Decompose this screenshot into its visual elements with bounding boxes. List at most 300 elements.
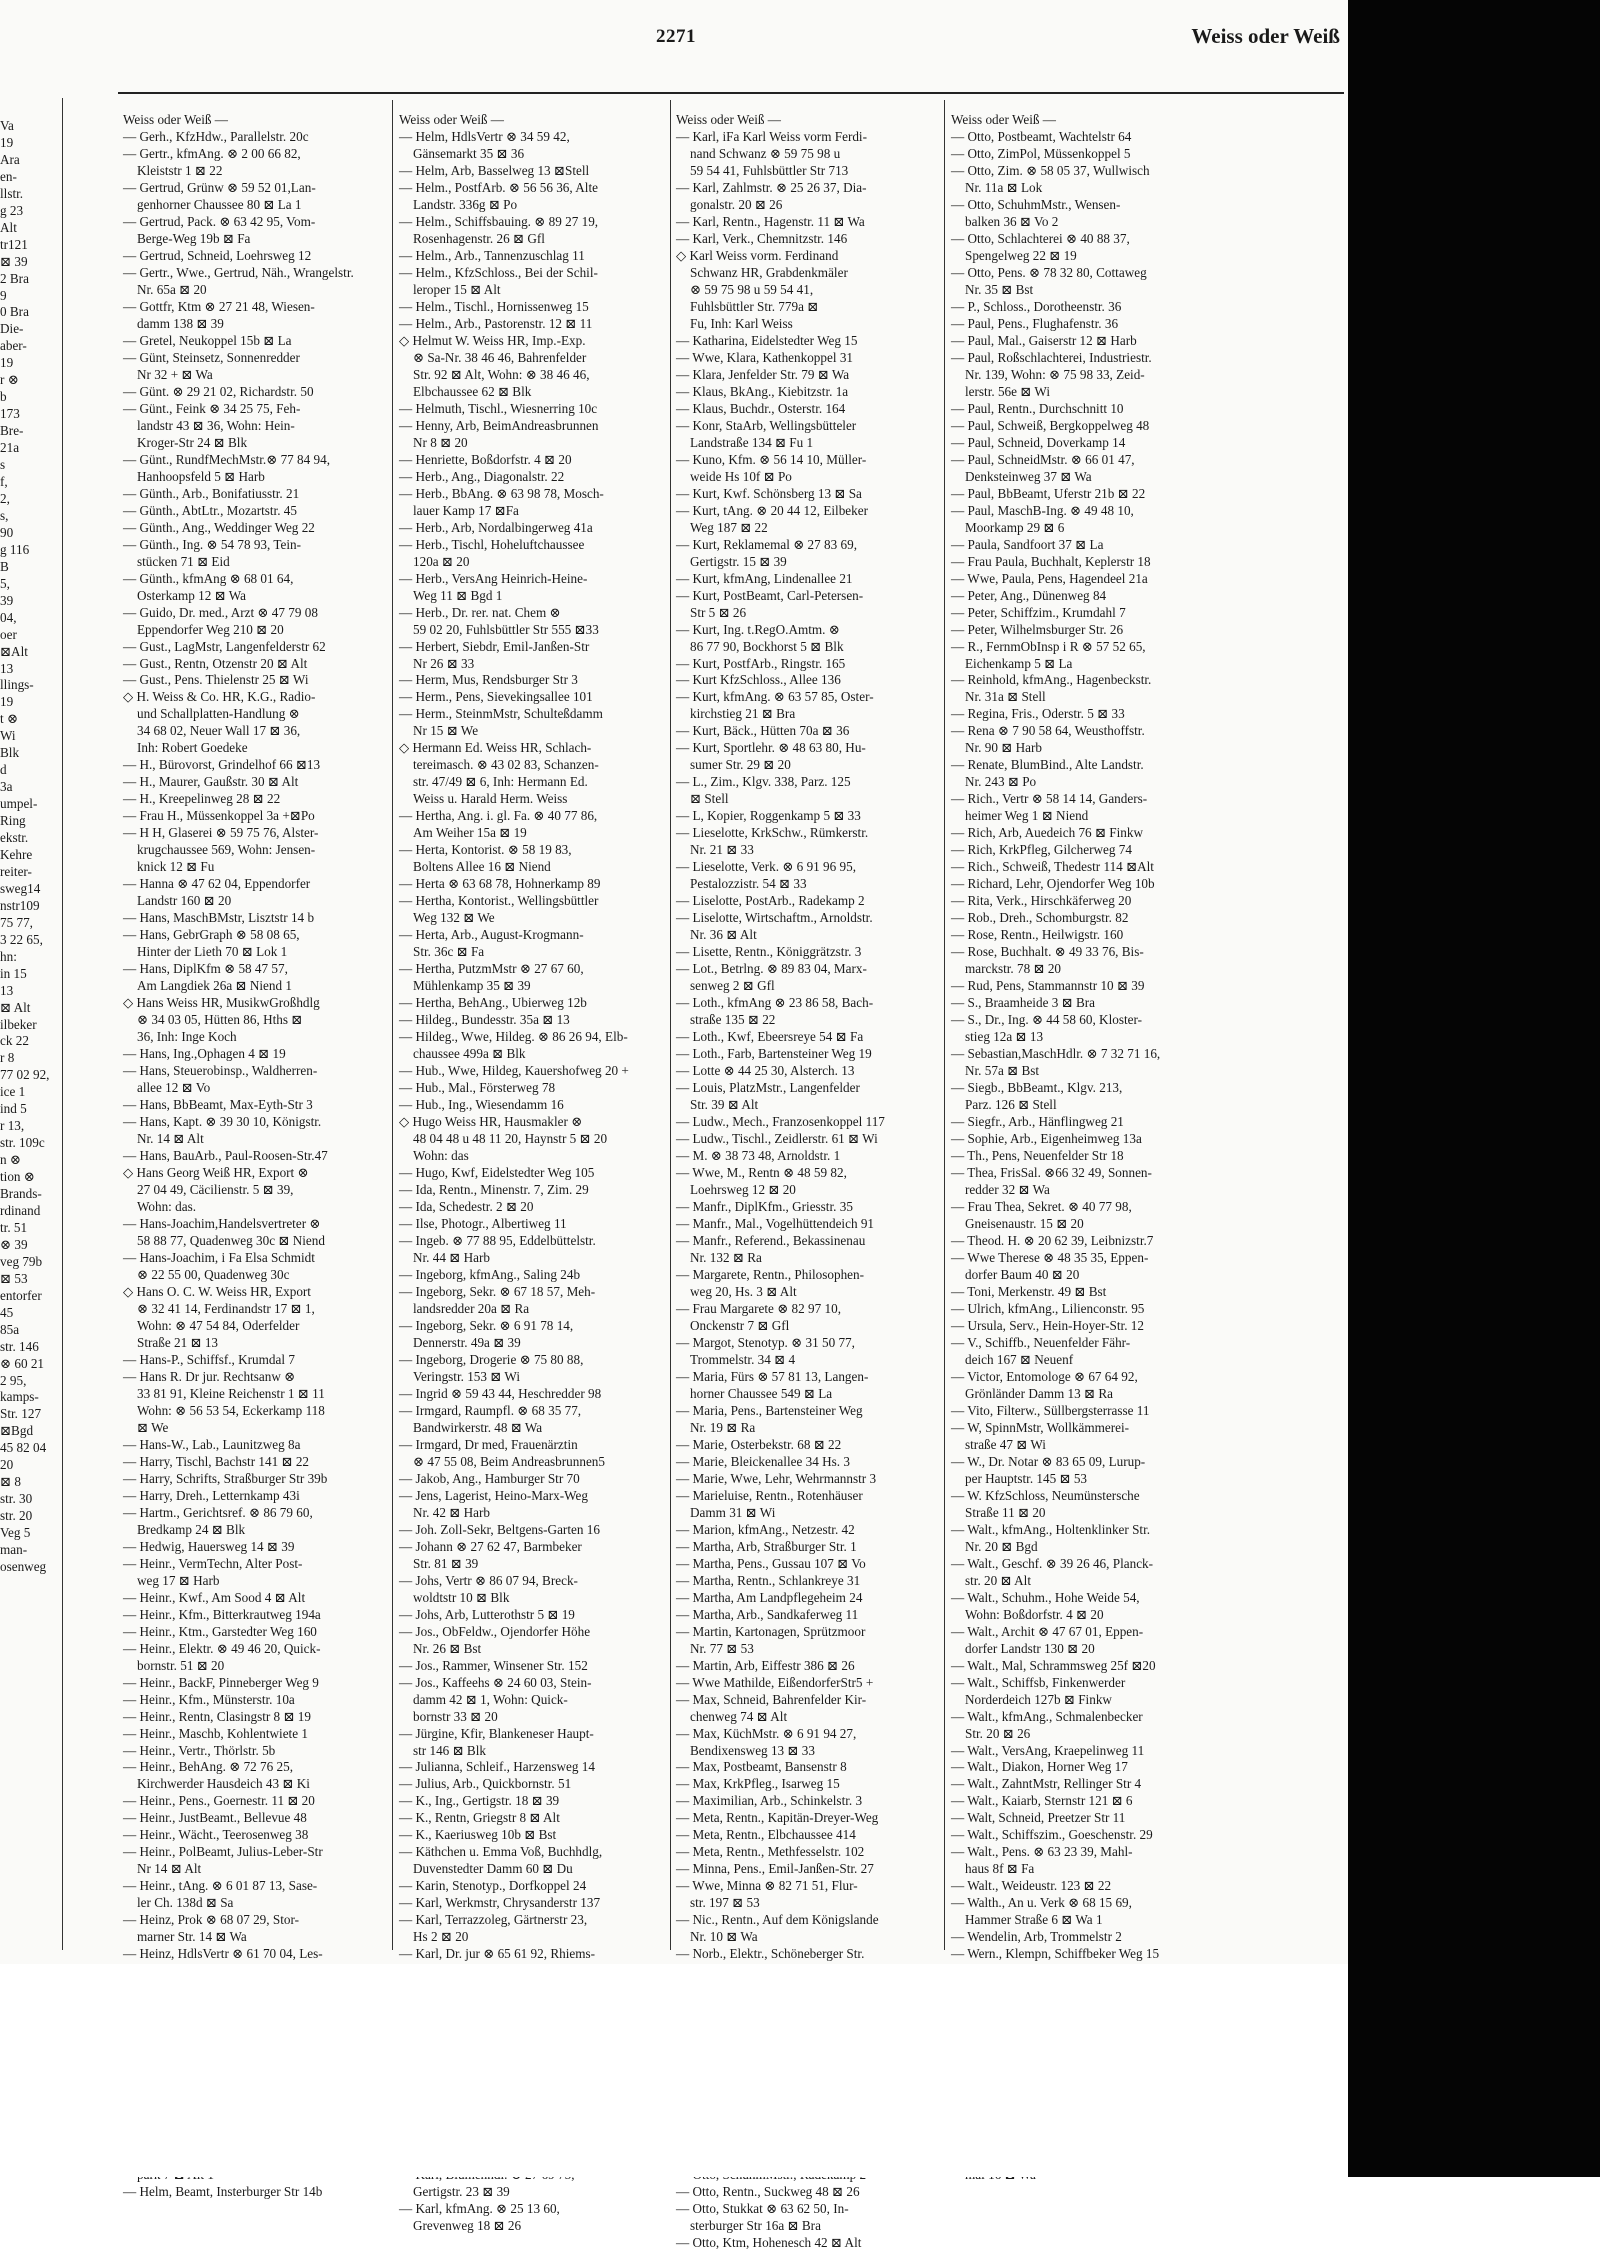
- directory-entry: [123, 214, 385, 248]
- entry-continuation-line: Duvenstedter Damm 60 ⊠ Du: [413, 1861, 573, 1877]
- directory-entry: [399, 1012, 663, 1029]
- directory-entry: [123, 1505, 385, 1539]
- entry-continuation-line: genhorner Chaussee 80 ⊠ La 1: [137, 196, 302, 212]
- entry-line: — Günth., kfmAng ⊗ 68 01 64,: [123, 570, 294, 586]
- entry-continuation-line: damm 138 ⊠ 39: [137, 315, 224, 331]
- fragment-line: Wi: [0, 728, 16, 744]
- entry-line: — Kurt, Kwf. Schönsberg 13 ⊠ Sa: [676, 485, 862, 501]
- entry-line: — Harry, Tischl, Bachstr 141 ⊠ 22: [123, 1453, 310, 1469]
- entry-continuation-line: allee 12 ⊠ Vo: [137, 1080, 211, 1096]
- fragment-line: oer: [0, 626, 17, 642]
- entry-continuation-line: Landstr 160 ⊠ 20: [137, 893, 232, 909]
- entry-line: — V., Schiffb., Neuenfelder Fähr-: [951, 1334, 1131, 1350]
- directory-entry: [951, 1878, 1217, 1895]
- page-title: Weiss oder Weiß: [1191, 24, 1340, 48]
- entry-line: — Walt., ZahntMstr, Rellinger Str 4: [951, 1776, 1142, 1792]
- entry-line: — Max, KüchMstr. ⊗ 6 91 94 27,: [676, 1725, 857, 1741]
- directory-entry: [951, 333, 1217, 350]
- fragment-line: Die-: [0, 321, 24, 337]
- entry-line: — Wwe, M., Rentn ⊗ 48 59 82,: [676, 1165, 847, 1181]
- entry-continuation-line: Nr 14 ⊠ Alt: [137, 1861, 202, 1877]
- directory-entry: [951, 1233, 1217, 1250]
- directory-entry: [123, 672, 385, 689]
- directory-entry: [123, 1590, 385, 1607]
- directory-entry: [951, 1318, 1217, 1335]
- fragment-line: Brands-: [0, 1186, 42, 1202]
- entry-line: — Renate, BlumBind., Alte Landstr.: [951, 757, 1144, 773]
- directory-entry: [123, 1912, 385, 1946]
- entry-line: — Walt., kfmAng., Schmalenbecker: [951, 1708, 1143, 1724]
- directory-entry: [951, 791, 1217, 825]
- entry-continuation-line: Fuhlsbüttler Str. 779a ⊠: [690, 298, 819, 314]
- entry-line: — Jürgine, Kfir, Blankeneser Haupt-: [399, 1725, 594, 1741]
- entry-continuation-line: 48 04 48 u 48 11 20, Haynstr 5 ⊠ 20: [413, 1131, 608, 1147]
- directory-entry: [676, 571, 938, 588]
- entry-line: — Kurt KfzSchloss., Allee 136: [676, 672, 841, 688]
- directory-entry: [676, 893, 938, 910]
- fragment-line: 2,: [0, 490, 10, 506]
- entry-continuation-line: Hammer Straße 6 ⊠ Wa 1: [965, 1912, 1103, 1928]
- directory-entry: [399, 1573, 663, 1607]
- entry-continuation-line: Str. 36c ⊠ Fa: [413, 944, 485, 960]
- directory-entry: [123, 605, 385, 639]
- previous-column-fragment: [0, 118, 58, 1576]
- entry-line: — Victor, Entomologe ⊗ 67 64 92,: [951, 1368, 1138, 1384]
- entry-line: — Helmuth, Tischl., Wiesnerring 10c: [399, 400, 598, 416]
- directory-entry: [399, 299, 663, 316]
- directory-entry: [676, 1335, 938, 1369]
- fragment-line: reiter-: [0, 863, 32, 879]
- directory-entry: [123, 1046, 385, 1063]
- directory-entry: [951, 588, 1217, 605]
- entry-line: — H., Kreepelinweg 28 ⊠ 22: [123, 791, 281, 807]
- entry-line: — Herbert, Siebdr, Emil-Janßen-Str: [399, 638, 590, 654]
- directory-entry: [123, 265, 385, 299]
- entry-line: — Kurt, Bäck., Hütten 70a ⊠ 36: [676, 723, 850, 739]
- entry-line: — Martin, Arb, Eiffestr 386 ⊠ 26: [676, 1657, 855, 1673]
- directory-entry: [123, 689, 385, 757]
- entry-line: — Paul, Pens., Flughafenstr. 36: [951, 315, 1119, 331]
- entry-continuation-line: Trommelstr. 34 ⊠ 4: [690, 1351, 796, 1367]
- entry-line: ◇ Hermann Ed. Weiss HR, Schlach-: [399, 740, 592, 756]
- entry-line: — Wwe Mathilde, EißendorferStr5 +: [676, 1674, 874, 1690]
- fragment-line: 75 77,: [0, 914, 33, 930]
- entry-line: — Wwe, Minna ⊗ 82 71 51, Flur-: [676, 1878, 858, 1894]
- directory-entry: [951, 1420, 1217, 1454]
- entry-continuation-line: ⊠ Stell: [690, 791, 729, 807]
- entry-continuation-line: Nr. 65a ⊠ 20: [137, 281, 207, 297]
- directory-entry: [123, 1471, 385, 1488]
- entry-line: — Käthchen u. Emma Voß, Buchhdlg,: [399, 1844, 603, 1860]
- fragment-line: 13: [0, 660, 14, 676]
- directory-entry: [951, 537, 1217, 554]
- directory-entry: [951, 1522, 1217, 1556]
- directory-entry: [123, 520, 385, 537]
- directory-entry: [676, 1216, 938, 1233]
- directory-entry: [951, 554, 1217, 571]
- directory-entry: [676, 1658, 938, 1675]
- entry-line: — Otto, Rentn., Suckweg 48 ⊠ 26: [676, 2184, 860, 2200]
- entry-continuation-line: 33 81 91, Kleine Reichenstr 1 ⊠ 11: [137, 1385, 325, 1401]
- entry-continuation-line: Wohn: Boßdorfstr. 4 ⊠ 20: [965, 1606, 1104, 1622]
- directory-entry: [399, 1488, 663, 1522]
- directory-entry: [951, 1199, 1217, 1233]
- fragment-line: ⊗ 60 21: [0, 1355, 45, 1371]
- column-heading: Weiss oder Weiß —: [399, 112, 504, 127]
- directory-entry: [399, 1844, 663, 1878]
- entry-continuation-line: damm 42 ⊠ 1, Wohn: Quick-: [413, 1691, 568, 1707]
- fragment-line: llstr.: [0, 185, 24, 201]
- directory-entry: [951, 910, 1217, 927]
- entry-line: — Klara, Jenfelder Str. 79 ⊠ Wa: [676, 366, 850, 382]
- entry-line: — Helm., PostfArb. ⊗ 56 56 36, Alte: [399, 179, 598, 195]
- entry-continuation-line: Nr. 26 ⊠ Bst: [413, 1640, 482, 1656]
- directory-entry: [399, 1912, 663, 1946]
- directory-entry: [676, 248, 938, 333]
- entry-continuation-line: Wohn: ⊗ 56 53 54, Eckerkamp 118: [137, 1402, 325, 1418]
- entry-continuation-line: Nr 26 ⊠ 33: [413, 655, 475, 671]
- entry-line: — Irmgard, Dr med, Frauenärztin: [399, 1436, 578, 1452]
- directory-column-2: [399, 112, 663, 2234]
- entry-line: — Maximilian, Arb., Schinkelstr. 3: [676, 1793, 863, 1809]
- entry-line: — Marie, Bleickenallee 34 Hs. 3: [676, 1453, 850, 1469]
- directory-entry: [676, 1114, 938, 1131]
- entry-continuation-line: marckstr. 78 ⊠ 20: [965, 961, 1062, 977]
- directory-entry: [951, 316, 1217, 333]
- entry-line: — Walt., Schuhm., Hohe Weide 54,: [951, 1589, 1140, 1605]
- entry-line: — Herb., Tischl, Hoheluftchaussee: [399, 536, 585, 552]
- directory-entry: [399, 1878, 663, 1895]
- fragment-line: n ⊗: [0, 1152, 21, 1168]
- directory-entry: [399, 401, 663, 418]
- entry-continuation-line: Parz. 126 ⊠ Stell: [965, 1097, 1057, 1113]
- fragment-line: 77 02 92,: [0, 1067, 50, 1083]
- directory-entry: [399, 1776, 663, 1793]
- entry-continuation-line: Kroger-Str 24 ⊠ Blk: [137, 434, 248, 450]
- entry-line: — Helm., Schiffsbauing. ⊗ 89 27 19,: [399, 213, 599, 229]
- directory-entry: [399, 1029, 663, 1063]
- directory-entry: [123, 384, 385, 401]
- entry-line: — Hedwig, Hauersweg 14 ⊠ 39: [123, 1538, 295, 1554]
- directory-entry: [123, 995, 385, 1046]
- directory-entry: [676, 1539, 938, 1556]
- entry-continuation-line: Norderdeich 127b ⊠ Finkw: [965, 1691, 1112, 1707]
- directory-entry: [123, 774, 385, 791]
- fragment-line: osenweg: [0, 1559, 47, 1575]
- entry-continuation-line: Bandwirkerstr. 48 ⊠ Wa: [413, 1419, 543, 1435]
- entry-continuation-line: ⊠ We: [137, 1419, 169, 1435]
- entry-line: — Ulrich, kfmAng., Lilienconstr. 95: [951, 1300, 1145, 1316]
- entry-line: — Helm, Beamt, Insterburger Str 14b: [123, 2184, 323, 2200]
- entry-line: — Walt., Diakon, Horner Weg 17: [951, 1759, 1128, 1775]
- fragment-line: ck 22: [0, 1033, 29, 1049]
- entry-line: — Gertr., Wwe., Gertrud, Näh., Wrangelstr.: [123, 264, 354, 280]
- entry-continuation-line: Nr. 243 ⊠ Po: [965, 774, 1037, 790]
- entry-line: — Hartm., Gerichtsref. ⊗ 86 79 60,: [123, 1504, 313, 1520]
- entry-line: — Walt., Schiffszim., Goeschenstr. 29: [951, 1827, 1153, 1843]
- entry-continuation-line: Nr. 36 ⊠ Alt: [690, 927, 757, 943]
- fragment-line: tion ⊗: [0, 1169, 35, 1185]
- directory-entry: [951, 418, 1217, 435]
- directory-entry: [676, 1590, 938, 1607]
- fragment-line: ⊠ Alt: [0, 999, 31, 1015]
- directory-entry: [123, 1165, 385, 1216]
- entry-line: — Hans, Steuerobinsp., Waldherren-: [123, 1063, 318, 1079]
- fragment-line: Alt: [0, 219, 17, 235]
- entry-continuation-line: Nr 32 + ⊠ Wa: [137, 366, 213, 382]
- directory-entry: [676, 1607, 938, 1624]
- fragment-line: 13: [0, 982, 14, 998]
- directory-entry: [951, 401, 1217, 418]
- entry-line: — Walt., Pens. ⊗ 63 23 39, Mahl-: [951, 1844, 1133, 1860]
- entry-line: — Karl, Werkmstr, Chrysanderstr 137: [399, 1895, 601, 1911]
- directory-entry: [399, 520, 663, 537]
- entry-continuation-line: und Schallplatten-Handlung ⊗: [137, 706, 300, 722]
- entry-continuation-line: gonalstr. 20 ⊠ 26: [690, 196, 783, 212]
- directory-entry: [123, 1539, 385, 1556]
- entry-continuation-line: weide Hs 10f ⊠ Po: [690, 468, 792, 484]
- entry-line: — Heinz, HdlsVertr ⊗ 61 70 04, Les-: [123, 1946, 323, 1962]
- entry-line: — Herta, Kontorist. ⊗ 58 19 83,: [399, 842, 572, 858]
- fragment-line: ⊠Bgd: [0, 1423, 34, 1439]
- entry-continuation-line: Gneisenaustr. 15 ⊠ 20: [965, 1215, 1084, 1231]
- entry-line: — S., Dr., Ing. ⊗ 44 58 60, Kloster-: [951, 1012, 1143, 1028]
- entry-line: — Jos., Kaffeehs ⊗ 24 60 03, Stein-: [399, 1674, 592, 1690]
- directory-entry: [123, 1488, 385, 1505]
- entry-line: — Johs, Arb, Lutterothstr 5 ⊠ 19: [399, 1606, 575, 1622]
- directory-entry: [123, 1827, 385, 1844]
- entry-line: — Walt., Kaiarb, Sternstr 121 ⊠ 6: [951, 1793, 1133, 1809]
- fragment-line: veg 79b: [0, 1253, 43, 1269]
- entry-line: — Günt, Steinsetz, Sonnenredder: [123, 349, 300, 365]
- directory-entry: [951, 1946, 1217, 1963]
- entry-line: — Gust., Pens. Thielenstr 25 ⊠ Wi: [123, 672, 309, 688]
- entry-line: — Hans, BbBeamt, Max-Eyth-Str 3: [123, 1097, 313, 1113]
- fragment-line: man-: [0, 1542, 28, 1558]
- entry-continuation-line: bornstr. 51 ⊠ 20: [137, 1657, 225, 1673]
- entry-continuation-line: Am Langdiek 26a ⊠ Niend 1: [137, 978, 292, 994]
- entry-line: — Wwe, Paula, Pens, Hagendeel 21a: [951, 570, 1148, 586]
- directory-entry: [951, 1759, 1217, 1776]
- fragment-line: 19: [0, 134, 14, 150]
- entry-line: — Marie, Osterbekstr. 68 ⊠ 22: [676, 1436, 842, 1452]
- entry-line: — L., Zim., Klgv. 338, Parz. 125: [676, 774, 851, 790]
- entry-continuation-line: Elbchaussee 62 ⊠ Blk: [413, 383, 532, 399]
- entry-line: — Gertr., kfmAng. ⊗ 2 00 66 82,: [123, 145, 301, 161]
- fragment-line: str. 30: [0, 1491, 33, 1507]
- fragment-line: str. 109c: [0, 1135, 45, 1151]
- fragment-line: r 8: [0, 1050, 15, 1066]
- entry-continuation-line: leroper 15 ⊠ Alt: [413, 281, 501, 297]
- directory-entry: [123, 1097, 385, 1114]
- entry-line: — Rose, Buchhalt. ⊗ 49 33 76, Bis-: [951, 944, 1144, 960]
- directory-entry: [123, 1454, 385, 1471]
- directory-entry: [399, 1624, 663, 1658]
- entry-line: — Kurt, Sportlehr. ⊗ 48 63 80, Hu-: [676, 740, 866, 756]
- entry-line: — Kurt, kfmAng. ⊗ 63 57 85, Oster-: [676, 689, 874, 705]
- entry-line: — Martin, Kartonagen, Sprützmoor: [676, 1623, 866, 1639]
- column-divider: [944, 100, 945, 1950]
- entry-continuation-line: Nr. 132 ⊠ Ra: [690, 1249, 762, 1265]
- fragment-line: Ring: [0, 813, 26, 829]
- entry-line: — Martha, Arb, Straßburger Str. 1: [676, 1538, 857, 1554]
- fragment-line: ekstr.: [0, 830, 29, 846]
- directory-entry: [676, 1726, 938, 1760]
- directory-entry: [123, 961, 385, 995]
- fragment-line: hn:: [0, 948, 17, 964]
- directory-entry: [676, 1776, 938, 1793]
- entry-continuation-line: Str. 39 ⊠ Alt: [690, 1097, 759, 1113]
- fragment-line: kamps-: [0, 1389, 39, 1405]
- entry-line: — Karl, Dr. jur ⊗ 65 61 92, Rhiems-: [399, 1946, 596, 1962]
- fragment-line: 173: [0, 406, 20, 422]
- entry-line: — Ludw., Mech., Franzosenkoppel 117: [676, 1114, 885, 1130]
- entry-continuation-line: Nr. 10 ⊠ Wa: [690, 1929, 758, 1945]
- entry-continuation-line: deich 167 ⊠ Neuenf: [965, 1351, 1074, 1367]
- entry-line: — Karl, iFa Karl Weiss vorm Ferdi-: [676, 128, 867, 144]
- entry-line: — Kurt, PostBeamt, Carl-Petersen-: [676, 587, 864, 603]
- entry-continuation-line: Wohn: ⊗ 47 54 84, Oderfelder: [137, 1317, 300, 1333]
- directory-entry: [399, 876, 663, 893]
- entry-line: — Henriette, Boßdorfstr. 4 ⊠ 20: [399, 451, 572, 467]
- directory-entry: [399, 418, 663, 452]
- entry-line: — Lieselotte, Verk. ⊗ 6 91 96 95,: [676, 859, 857, 875]
- entry-line: — Margarete, Rentn., Philosophen-: [676, 1266, 865, 1282]
- directory-entry: [951, 1556, 1217, 1590]
- directory-entry: [676, 1369, 938, 1403]
- header-rule: [118, 92, 1344, 94]
- entry-line: — Ilse, Photogr., Albertiweg 11: [399, 1215, 567, 1231]
- directory-entry: [951, 1709, 1217, 1743]
- directory-entry: [951, 197, 1217, 231]
- entry-continuation-line: Eichenkamp 5 ⊠ La: [965, 655, 1073, 671]
- entry-continuation-line: Gertigstr. 15 ⊠ 39: [690, 553, 787, 569]
- directory-entry: [676, 1759, 938, 1776]
- entry-line: — Henny, Arb, BeimAndreasbrunnen: [399, 417, 599, 433]
- entry-line: — Ludw., Tischl., Zeidlerstr. 61 ⊠ Wi: [676, 1131, 878, 1147]
- entry-continuation-line: Nr 8 ⊠ 20: [413, 434, 468, 450]
- entry-line: — Heinr., Maschb, Kohlentwiete 1: [123, 1725, 308, 1741]
- entry-line: — Heinr., Rentn, Clasingstr 8 ⊠ 19: [123, 1708, 311, 1724]
- entry-continuation-line: Nr. 14 ⊠ Alt: [137, 1131, 204, 1147]
- fragment-line: str. 20: [0, 1508, 33, 1524]
- entry-line: — Klaus, BkAng., Kiebitzstr. 1a: [676, 383, 849, 399]
- directory-entry: [399, 842, 663, 876]
- entry-line: — Hans, GebrGraph ⊗ 58 08 65,: [123, 927, 300, 943]
- entry-line: — Paul, SchneidMstr. ⊗ 66 01 47,: [951, 451, 1135, 467]
- entry-continuation-line: Hinter der Lieth 70 ⊠ Lok 1: [137, 944, 288, 960]
- fragment-line: tr121: [0, 236, 28, 252]
- entry-continuation-line: nand Schwanz ⊗ 59 75 98 u: [690, 145, 841, 161]
- entry-line: — Gust., Rentn, Otzenstr 20 ⊠ Alt: [123, 655, 308, 671]
- entry-continuation-line: landstr 43 ⊠ 36, Wohn: Hein-: [137, 417, 295, 433]
- fragment-line: ice 1: [0, 1084, 26, 1100]
- directory-entry: [951, 672, 1217, 706]
- directory-entry: [399, 163, 663, 180]
- entry-line: — Paul, Schweiß, Bergkoppelweg 48: [951, 417, 1150, 433]
- entry-line: — Otto, ZimPol, Müssenkoppel 5: [951, 145, 1131, 161]
- entry-line: — Heinr., BehAng. ⊗ 72 76 25,: [123, 1759, 294, 1775]
- directory-entry: [399, 1607, 663, 1624]
- entry-continuation-line: heimer Weg 1 ⊠ Niend: [965, 808, 1089, 824]
- entry-line: — Karl, Rentn., Hagenstr. 11 ⊠ Wa: [676, 213, 865, 229]
- directory-entry: [676, 1437, 938, 1454]
- directory-entry: [676, 740, 938, 774]
- directory-entry: [676, 1301, 938, 1335]
- entry-line: — Klaus, Buchdr., Osterstr. 164: [676, 400, 846, 416]
- entry-continuation-line: Inh: Robert Goedeke: [137, 740, 248, 756]
- directory-entry: [123, 1250, 385, 1284]
- fragment-line: 45 82 04: [0, 1440, 47, 1456]
- directory-entry: [676, 689, 938, 723]
- entry-line: — Walt., VersAng, Kraepelinweg 11: [951, 1742, 1145, 1758]
- entry-continuation-line: per Hauptstr. 145 ⊠ 53: [965, 1470, 1088, 1486]
- directory-entry: [951, 503, 1217, 537]
- entry-continuation-line: straße 47 ⊠ Wi: [965, 1436, 1046, 1452]
- directory-entry: [951, 842, 1217, 859]
- entry-line: — Paul, MaschB-Ing. ⊗ 49 48 10,: [951, 502, 1134, 518]
- entry-line: — Herta, Arb., August-Krogmann-: [399, 927, 584, 943]
- fragment-line: 19: [0, 355, 14, 371]
- directory-entry: [676, 1912, 938, 1946]
- entry-continuation-line: dorfer Landstr 130 ⊠ 20: [965, 1640, 1095, 1656]
- directory-entry: [123, 1284, 385, 1352]
- fragment-line: umpel-: [0, 796, 38, 812]
- entry-line: — Marie, Wwe, Lehr, Wehrmannstr 3: [676, 1470, 877, 1486]
- directory-entry: [951, 706, 1217, 723]
- fragment-line: ⊠ 39: [0, 253, 28, 269]
- directory-entry: [399, 1403, 663, 1437]
- entry-line: — Peter, Schiffzim., Krumdahl 7: [951, 604, 1126, 620]
- entry-line: — Günth., Arb., Bonifatiusstr. 21: [123, 485, 300, 501]
- entry-line: — K., Kaeriusweg 10b ⊠ Bst: [399, 1827, 557, 1843]
- fragment-line: ind 5: [0, 1101, 27, 1117]
- entry-line: — Harry, Dreh., Letternkamp 43i: [123, 1487, 300, 1503]
- directory-entry: [951, 1488, 1217, 1522]
- directory-entry: [951, 1131, 1217, 1148]
- entry-line: — Ida, Schedestr. 2 ⊠ 20: [399, 1199, 534, 1214]
- entry-line: — Martha, Pens., Gussau 107 ⊠ Vo: [676, 1555, 866, 1571]
- entry-continuation-line: 58 88 77, Quadenweg 30c ⊠ Niend: [137, 1232, 325, 1248]
- directory-entry: [123, 1878, 385, 1912]
- directory-entry: [676, 1131, 938, 1148]
- entry-line: — Walt., kfmAng., Holtenklinker Str.: [951, 1521, 1151, 1537]
- directory-entry: [676, 231, 938, 248]
- directory-entry: [399, 808, 663, 842]
- entry-line: ◇ H. Weiss & Co. HR, K.G., Radio-: [123, 689, 316, 705]
- entry-continuation-line: 120a ⊠ 20: [413, 553, 470, 569]
- entry-continuation-line: redder 32 ⊠ Wa: [965, 1182, 1050, 1198]
- directory-entry: [399, 1759, 663, 1776]
- entry-line: — Vito, Filterw., Süllbergsterrasse 11: [951, 1402, 1150, 1418]
- entry-line: — Meta, Rentn., Elbchaussee 414: [676, 1827, 856, 1843]
- entry-continuation-line: weg 20, Hs. 3 ⊠ Alt: [690, 1283, 797, 1299]
- fragment-line: Ara: [0, 151, 20, 167]
- directory-entry: [676, 2184, 938, 2201]
- entry-line: — Toni, Merkenstr. 49 ⊠ Bst: [951, 1283, 1107, 1299]
- entry-line: — Heinr., BackF, Pinneberger Weg 9: [123, 1674, 319, 1690]
- directory-entry: [676, 180, 938, 214]
- directory-entry: [399, 214, 663, 248]
- entry-line: — Paul, Roßschlachterei, Industriestr.: [951, 349, 1152, 365]
- entry-line: — Theod. H. ⊗ 20 62 39, Leibnizstr.7: [951, 1232, 1154, 1248]
- directory-entry: [676, 333, 938, 350]
- directory-entry: [676, 1692, 938, 1726]
- directory-entry: [676, 384, 938, 401]
- entry-continuation-line: ⊗ 59 75 98 u 59 54 41,: [690, 281, 814, 297]
- entry-line: — Peter, Wilhelmsburger Str. 26: [951, 621, 1124, 637]
- entry-continuation-line: Rosenhagenstr. 26 ⊠ Gfl: [413, 230, 545, 246]
